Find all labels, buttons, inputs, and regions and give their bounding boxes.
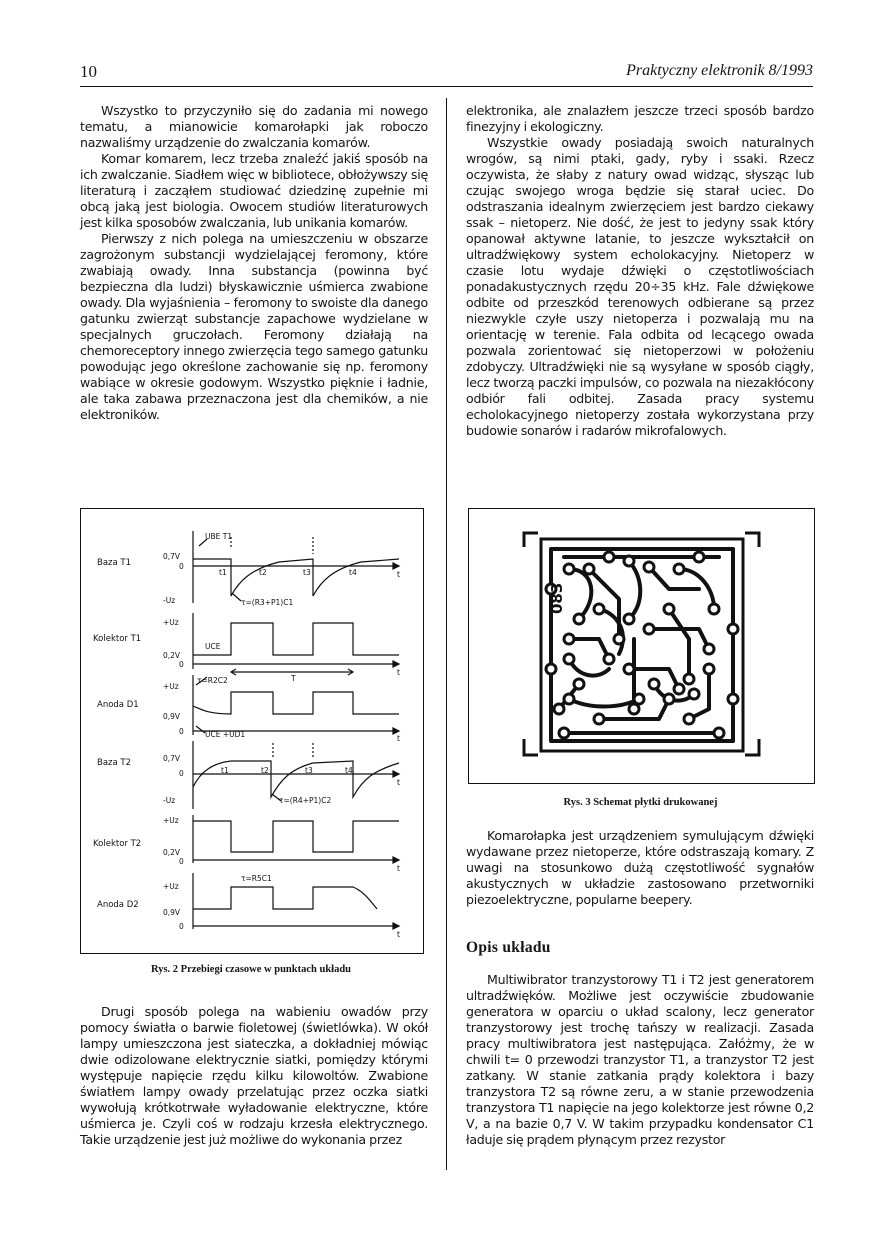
time-t3: t3 <box>305 766 313 775</box>
label-anoda-d1: Anoda D1 <box>97 700 139 710</box>
annotation-tau1: τ=(R3+P1)C1 <box>241 598 294 607</box>
right-column-bottom <box>466 972 814 1148</box>
label-anoda-d2: Anoda D2 <box>97 900 139 910</box>
time-t2: t2 <box>259 568 267 577</box>
figure-2-timing-diagram <box>80 508 424 954</box>
time-t1: t1 <box>219 568 227 577</box>
time-t4: t4 <box>345 766 353 775</box>
page-number: 10 <box>80 62 97 81</box>
axis-t: t <box>397 668 400 677</box>
header-rule <box>80 86 813 87</box>
annotation-tau2: τ=R2C2 <box>197 676 228 685</box>
right-column-top <box>466 103 814 439</box>
label-baza-t1: Baza T1 <box>97 558 132 568</box>
axis-t: t <box>397 778 400 787</box>
paragraph: Multiwibrator tranzystorowy T1 i T2 jest generatorem ultradźwięków. Możliwe jest oczywiście zbudowanie generatora w oparciu o układ scalony, lecz generator tranzystorowy jest trochę tańszy w realizacji. Zasada pracy multiwibratora jest następująca. Załóżmy, że w chwili t= 0 przewodzi tranzystor T1, a tranzystor T2 jest zatkany. W stanie zatkania prądy kolektora i bazy tranzystora T2 są równe zeru, a w stanie przewodzenia tranzystora T1 napięcie na jego kolektorze jest równe 0,2 V, a na bazie 0,7 V. W takim przypadku kondensator C1 ładuje się prądem płynącym przez rezystor <box>466 972 814 1147</box>
level-label: 0,9V <box>163 908 181 917</box>
level-label: +Uz <box>163 882 179 891</box>
level-label: 0 <box>179 857 184 866</box>
figure-2-caption: Rys. 2 Przebiegi czasowe w punktach układu <box>150 964 352 975</box>
annotation-uce: UCE <box>205 642 221 651</box>
annotation-tau3: τ=(R4+P1)C2 <box>279 796 332 805</box>
level-label: +Uz <box>163 816 179 825</box>
level-label: 0 <box>179 769 184 778</box>
paragraph: Komarołapka jest urządzeniem symulującym dźwięki wydawane przez nietoperze, które odstraszają komary. Z uwagi na stosunkowo dużą częstotliwość sygnałów akustycznych w układzie zastosowano przetworniki piezoelektryczne, popularne beepery. <box>466 828 814 907</box>
level-label: 0 <box>179 727 184 736</box>
section-heading: Opis układu <box>466 939 551 956</box>
axis-t: t <box>397 930 400 939</box>
figure-3-pcb <box>468 508 815 784</box>
level-label: 0,2V <box>163 848 181 857</box>
label-baza-t2: Baza T2 <box>97 758 132 768</box>
pcb-board-label: 083 <box>548 582 566 614</box>
level-label: +Uz <box>163 682 179 691</box>
level-label: -Uz <box>163 596 176 605</box>
level-label: 0,7V <box>163 754 181 763</box>
axis-t: t <box>397 570 400 579</box>
pcb-svg <box>469 509 814 783</box>
time-t3: t3 <box>303 568 311 577</box>
annotation-period: T <box>291 674 296 683</box>
right-column-mid <box>466 828 814 908</box>
level-label: 0,9V <box>163 712 181 721</box>
annotation-tau4: τ=R5C1 <box>241 874 272 883</box>
paragraph: Wszystko to przyczyniło się do zadania mi nowego tematu, a mianowicie komarołapki jak roboczo nazwaliśmy urządzenie do zwalczania komarów. <box>80 103 428 150</box>
left-column-top <box>80 103 428 423</box>
time-t2: t2 <box>261 766 269 775</box>
label-kolektor-t2: Kolektor T2 <box>93 839 142 849</box>
annotation-uce-ud1: UCE +UD1 <box>205 730 246 739</box>
axis-t: t <box>397 864 400 873</box>
level-label: 0 <box>179 562 184 571</box>
time-t1: t1 <box>221 766 229 775</box>
paragraph: Drugi sposób polega na wabieniu owadów przy pomocy światła o barwie fioletowej (świetlówka). W okół lampy umieszczona jest siateczka, a dokładniej mówiąc dwie odizolowane elektrycznie siatki, pomiędzy którymi występuje napięcie rzędu kilku kilowoltów. Zwabione światłem lampy owady przelatując przez oczka siatki wywołują krótkotrwałe wyładowanie elektryczne, które uśmierca je. Czyli coś w rodzaju krzesła elektrycznego. Takie urządzenie jest już możliwe do wykonania przez <box>80 1004 428 1147</box>
paragraph: Wszystkie owady posiadają swoich naturalnych wrogów, są nimi ptaki, gady, ryby i ssaki. Rzecz oczywista, że słaby z natury owad widząc, słysząc lub czując swojego wroga będzie się starał uciec. Do odstraszania idealnym zwierzęciem jest bardzo ciekawy ssak – nietoperz. Nie dość, że jest to jedyny ssak który opanował aktywne latanie, to jeszcze wykształcił on ultradźwiękowy system echolokacyjny. Nietoperz w czasie lotu wydaje dźwięki o częstotliwościach ponadakustycznych rzędu 20÷35 kHz. Fale dźwiękowe odbite od przeszkód terenowych odbierane są przez niezwykle czyłe uszy nietoperza i pozwalają mu na orientację w terenie. Fala odbita od lecącego owada pozwala zorientować się nietoperzowi w położeniu zdobyczy. Ultradźwięki nie są wysyłane w sposób ciągły, lecz tworzą paczki impulsów, co pozwala na niezakłócony odbiór fali odbitej. Zasada pracy systemu echolokacyjnego nietoperzy została wykorzystana przy budowie sonarów i radarów mikrofalowych. <box>466 135 814 438</box>
left-column-bottom <box>80 1004 428 1148</box>
time-t4: t4 <box>349 568 357 577</box>
column-divider <box>446 98 447 1170</box>
level-label: 0 <box>179 922 184 931</box>
journal-title: Praktyczny elektronik 8/1993 <box>626 62 813 79</box>
paragraph: Pierwszy z nich polega na umieszczeniu w obszarze zagrożonym substancji wydzielającej feromony, które zwabiają owady. Inna substancja (powinna być bezpieczna dla ludzi) błyskawicznie uśmierca zwabione owady. Dla wyjaśnienia – feromony to swoiste dla danego gatunku zwierząt substancje zapachowe wydzielane w specjalnych gruczołach. Feromony działają na chemoreceptory innego zwierzęcia tego samego gatunku powodując jego określone zachowanie się np. feromony wabiące w okresie godowym. Wszystko pięknie i ładnie, ale taka zabawa przeznaczona jest dla chemików, a nie elektroników. <box>80 231 428 422</box>
timing-diagram-svg <box>81 509 423 953</box>
label-kolektor-t1: Kolektor T1 <box>93 634 142 644</box>
annotation-ube-t1: UBE T1 <box>205 532 233 541</box>
paragraph: elektronika, ale znalazłem jeszcze trzeci sposób bardzo finezyjny i ekologiczny. <box>466 103 814 134</box>
axis-t: t <box>397 734 400 743</box>
level-label: 0,2V <box>163 651 181 660</box>
level-label: +Uz <box>163 618 179 627</box>
level-label: 0 <box>179 660 184 669</box>
level-label: -Uz <box>163 796 176 805</box>
page-header <box>80 62 813 84</box>
figure-3-caption: Rys. 3 Schemat płytki drukowanej <box>563 797 718 808</box>
level-label: 0,7V <box>163 552 181 561</box>
paragraph: Komar komarem, lecz trzeba znaleźć jakiś sposób na ich zwalczanie. Siadłem więc w bibliotece, obłożywszy się literaturą i zacząłem studiować dziedzinę zupełnie mi obcą jaką jest biologia. Owocem studiów literaturowych jest kilka sposobów zwalczania, lub unikania komarów. <box>80 151 428 230</box>
